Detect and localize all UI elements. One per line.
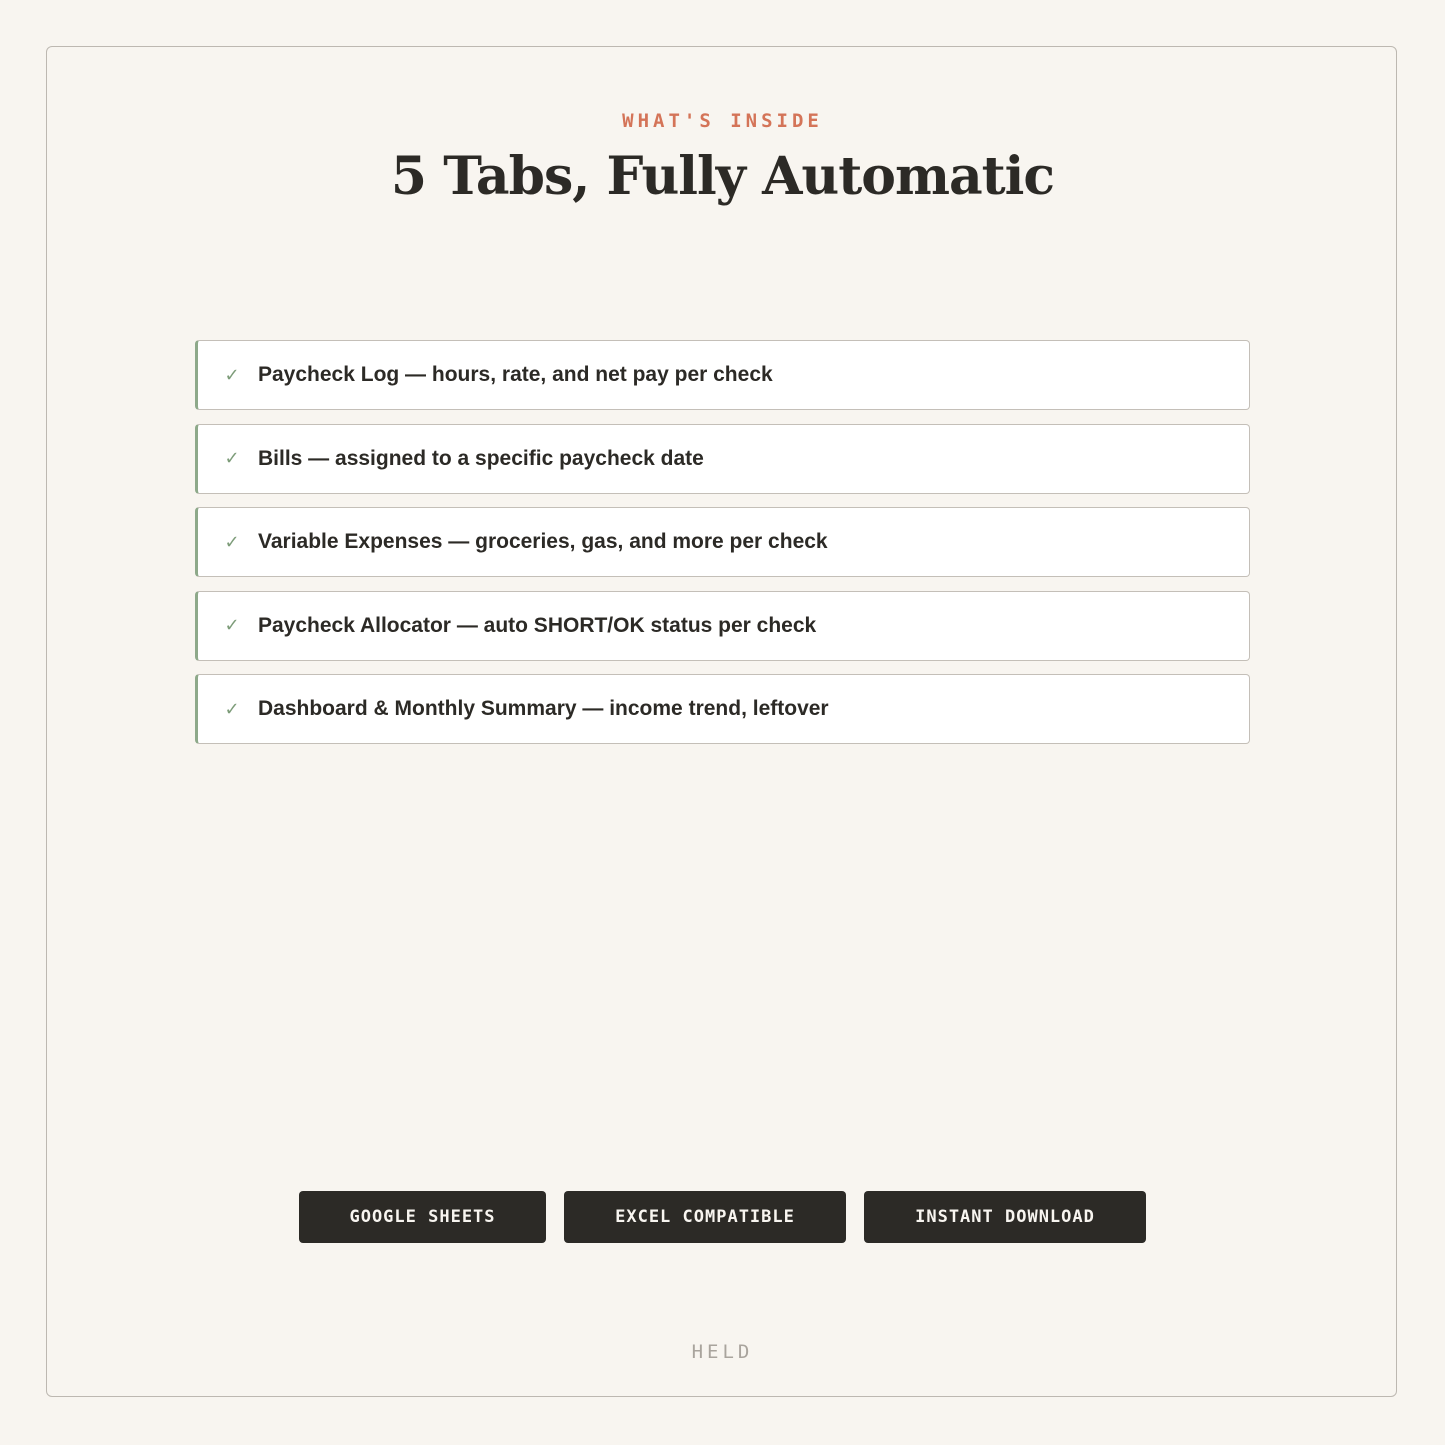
check-icon: ✓ <box>224 448 240 469</box>
check-icon: ✓ <box>224 698 240 720</box>
badge-instant-download: INSTANT DOWNLOAD <box>864 1191 1146 1243</box>
list-item <box>195 674 1250 744</box>
feature-list <box>195 340 1250 758</box>
badge-google-sheets: GOOGLE SHEETS <box>299 1191 546 1243</box>
check-icon: ✓ <box>224 364 240 386</box>
feature-label: Dashboard & Monthly Summary — income trend, leftover <box>258 697 829 720</box>
feature-label: Paycheck Log — hours, rate, and net pay per check <box>258 363 773 386</box>
check-icon: ✓ <box>224 615 240 636</box>
brand-wordmark: HELD <box>691 1341 754 1363</box>
list-item <box>195 424 1250 494</box>
badge-excel-compatible: EXCEL COMPATIBLE <box>564 1191 846 1243</box>
section-eyebrow: WHAT'S INSIDE <box>622 110 823 132</box>
feature-label: Variable Expenses — groceries, gas, and more per check <box>258 530 828 553</box>
list-item <box>195 340 1250 410</box>
feature-label: Bills — assigned to a specific paycheck date <box>258 446 704 470</box>
list-item <box>195 591 1250 661</box>
feature-label: Paycheck Allocator — auto SHORT/OK status per check <box>258 613 817 637</box>
badge-row <box>0 1191 1445 1243</box>
list-item <box>195 507 1250 577</box>
page-title: 5 Tabs, Fully Automatic <box>390 146 1055 207</box>
check-icon: ✓ <box>224 531 240 553</box>
